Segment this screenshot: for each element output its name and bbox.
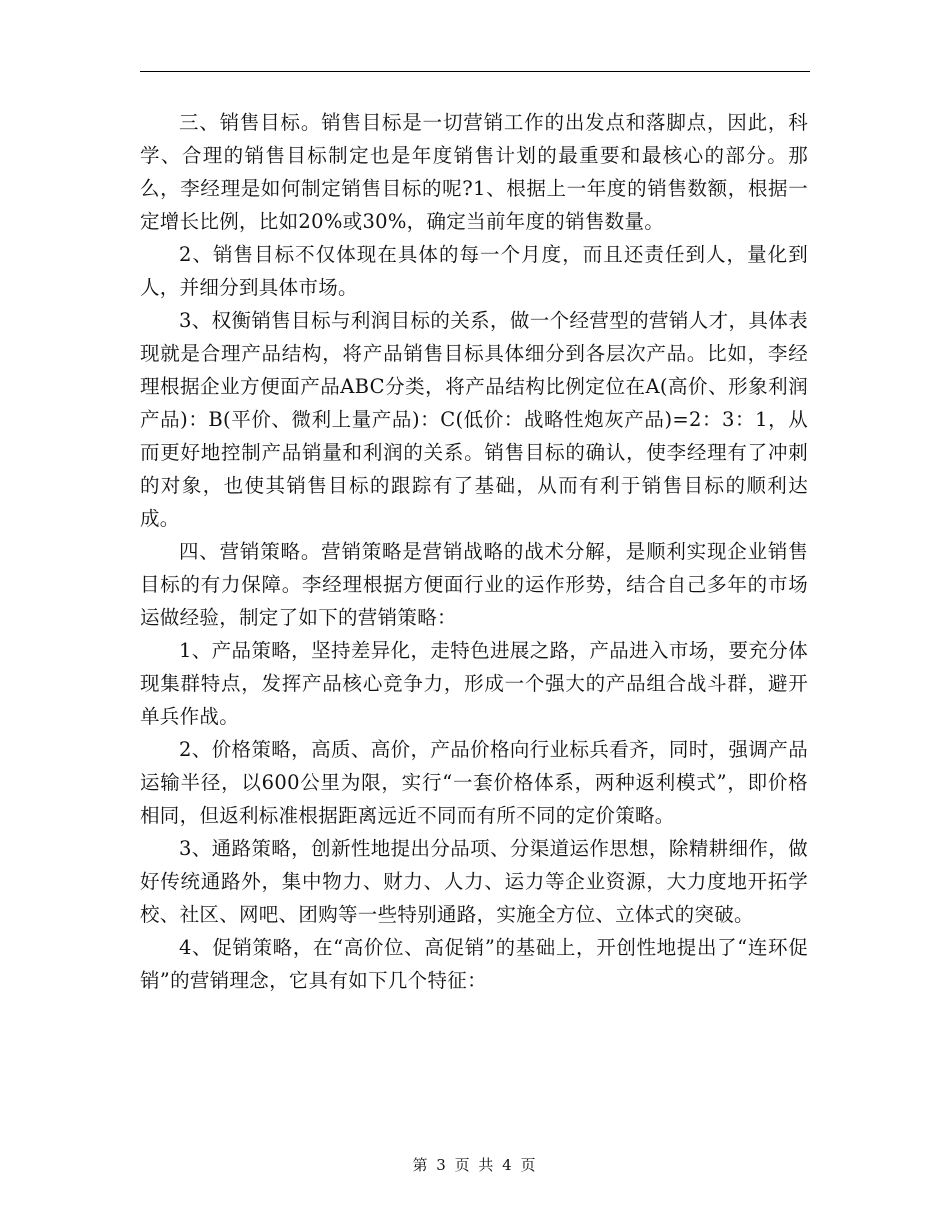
paragraph-profit-balance: 3、权衡销售目标与利润目标的关系，做一个经营型的营销人才，具体表现就是合理产品结构，将产品销售目标具体细分到各层次产品。比如，李经理根据企业方便面产品ABC分类，将产品结构比例定位在A(高价、形象利润产品)：B(平价、微利上量产品)：C(低价：战略性炮灰产品)=2：3：1，从而更好地控制产品销量和利润的关系。销售目标的确认，使李经理有了冲刺的对象，也使其销售目标的跟踪有了基础，从而有利于销售目标的顺利达成。 (140, 309, 808, 530)
paragraph-marketing-strategy: 四、营销策略。营销策略是营销战略的战术分解，是顺利实现企业销售目标的有力保障。李经理根据方便面行业的运作形势，结合自己多年的市场运做经验，制定了如下的营销策略： (140, 540, 808, 629)
document-body (140, 106, 808, 997)
paragraph-sales-target: 三、销售目标。销售目标是一切营销工作的出发点和落脚点，因此，科学、合理的销售目标制定也是年度销售计划的最重要和最核心的部分。那么，李经理是如何制定销售目标的呢?1、根据上一年度的销售数额，根据一定增长比例，比如20%或30%，确定当前年度的销售数量。 (140, 111, 808, 233)
header-rule (140, 71, 810, 72)
paragraph-product-strategy: 1、产品策略，坚持差异化，走特色进展之路，产品进入市场，要充分体现集群特点，发挥产品核心竞争力，形成一个强大的产品组合战斗群，避开单兵作战。 (140, 639, 808, 728)
paragraph-channel-strategy: 3、通路策略，创新性地提出分品项、分渠道运作思想，除精耕细作，做好传统通路外，集中物力、财力、人力、运力等企业资源，大力度地开拓学校、社区、网吧、团购等一些特别通路，实施全方位、立体式的突破。 (140, 837, 808, 926)
paragraph-promotion-strategy: 4、促销策略，在“高价位、高促销”的基础上，开创性地提出了“连环促销”的营销理念，它具有如下几个特征： (140, 936, 808, 992)
page-footer: 第 3 页 共 4 页 (412, 1156, 538, 1174)
paragraph-monthly-target: 2、销售目标不仅体现在具体的每一个月度，而且还责任到人，量化到人，并细分到具体市场。 (140, 243, 808, 299)
paragraph-price-strategy: 2、价格策略，高质、高价，产品价格向行业标兵看齐，同时，强调产品运输半径，以600公里为限，实行“一套价格体系，两种返利模式”，即价格相同，但返利标准根据距离远近不同而有所不同的定价策略。 (140, 738, 808, 827)
